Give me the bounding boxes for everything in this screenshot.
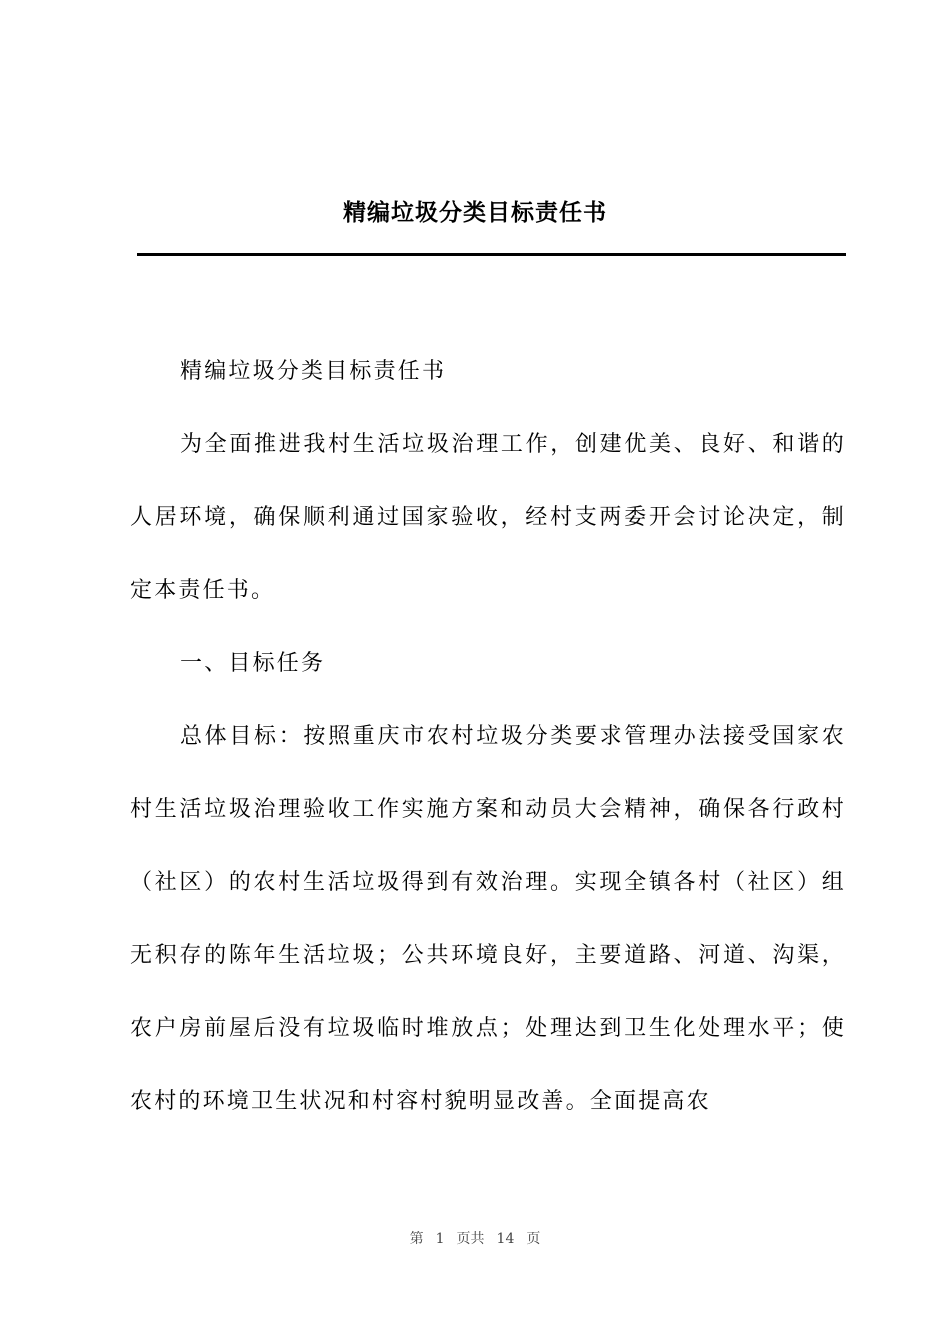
footer-label-end: 页: [526, 1231, 541, 1247]
page-footer: [0, 1229, 950, 1249]
document-body: [130, 335, 846, 1138]
document-title: 精编垃圾分类目标责任书: [343, 200, 607, 226]
section-heading-goals: 一、目标任务: [180, 651, 326, 676]
paragraph-heading: 精编垃圾分类目标责任书: [180, 359, 447, 384]
paragraph-intro: 为全面推进我村生活垃圾治理工作，创建优美、良好、和谐的人居环境，确保顺利通过国家验收，经村支两委开会讨论决定，制定本责任书。: [130, 432, 846, 603]
paragraph-overall-goal: 总体目标：按照重庆市农村垃圾分类要求管理办法接受国家农村生活垃圾治理验收工作实施方案和动员大会精神，确保各行政村（社区）的农村生活垃圾得到有效治理。实现全镇各村（社区）组无积存的陈年生活垃圾；公共环境良好，主要道路、河道、沟渠，农户房前屋后没有垃圾临时堆放点；处理达到卫生化处理水平；使农村的环境卫生状况和村容村貌明显改善。全面提高农: [130, 724, 846, 1114]
footer-label-page: 第: [409, 1231, 424, 1247]
footer-total-pages: 14: [496, 1231, 515, 1247]
title-underline: [137, 253, 846, 256]
footer-current-page: 1: [435, 1231, 445, 1247]
footer-label-of: 页共: [456, 1231, 485, 1247]
